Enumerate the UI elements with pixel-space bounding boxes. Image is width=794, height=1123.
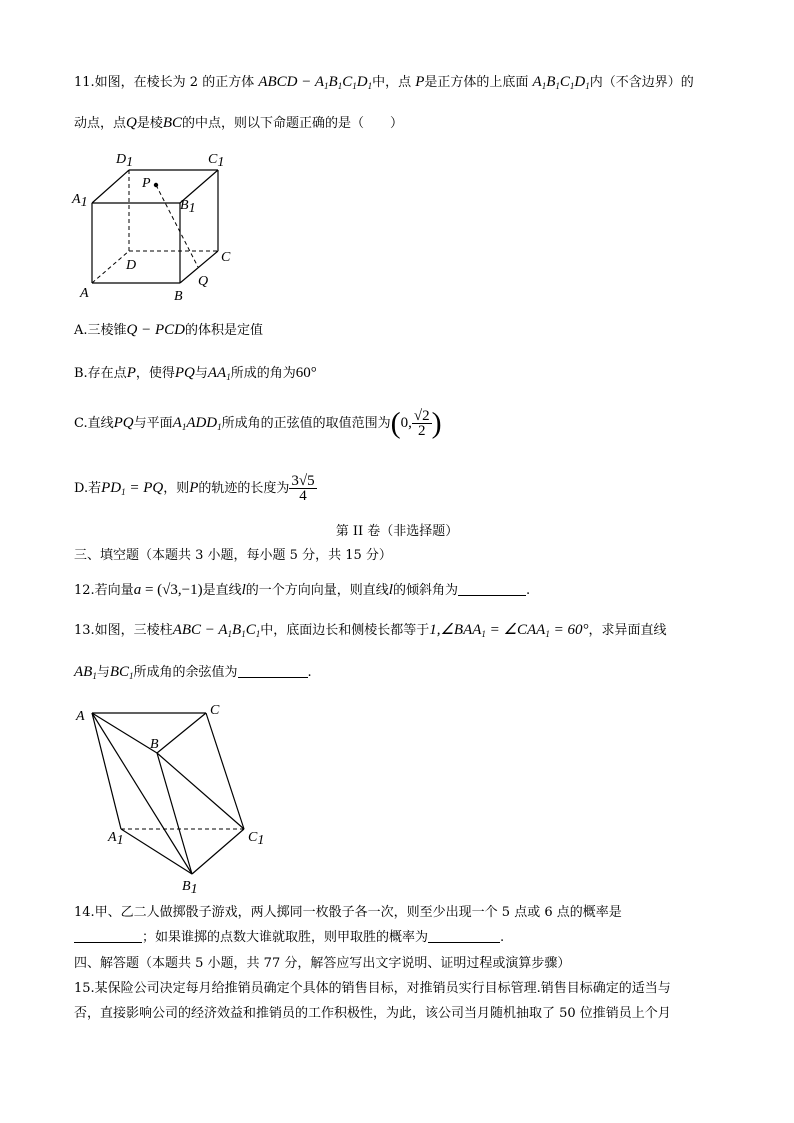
edge-bc [157, 713, 206, 753]
q11-option-d: D.若$PD_1$ = PQ，则P的轨迹的长度为 $\frac{3√5}{4}$ [74, 473, 315, 504]
q14-line1: 14.甲、乙二人做掷骰子游戏，两人掷同一枚骰子各一次，则至少出现一个 5 点或 6 点的概率是 [74, 905, 622, 920]
cube-name: ABCD [258, 74, 298, 90]
edge-a1d1 [92, 170, 129, 203]
edge-aa1 [92, 713, 121, 829]
q15-line1: 15.某保险公司决定每月给推销员确定个具体的销售目标，对推销员实行目标管理.销售目标确定的适当与 [74, 981, 671, 996]
label-p: P [142, 176, 151, 191]
edge-b1c1 [192, 829, 244, 874]
q13-line2: $AB_1$与$BC_1$所成角的余弦值为 . [74, 664, 312, 681]
label-a1: A1 [108, 830, 124, 848]
label-d: D [126, 258, 137, 273]
label-c1: C1 [248, 830, 265, 848]
label-b1: B1 [180, 198, 196, 216]
prism-figure [72, 698, 272, 898]
q11-option-b: B.存在点P，使得PQ与$AA_1$所成的角为60° [74, 365, 317, 382]
edge-cc1 [206, 713, 244, 829]
label-a1: A1 [72, 192, 88, 210]
q14-line2: ；如果谁掷的点数大谁就取胜，则甲取胜的概率为 . [74, 929, 504, 947]
edge-ab [92, 713, 157, 753]
label-a: A [76, 709, 85, 724]
q13-line1: 13.如图，三棱柱ABC − $A_1B_1C_1$中，底面边长和侧棱长都等于$1,\angle BAA_1$ = $\angle CAA_1 = 60^\circ$，求异面直线 [74, 622, 667, 639]
part2-title: 第 II 卷（非选择题） [335, 524, 459, 539]
q14-answer-blank-2[interactable] [428, 930, 500, 943]
q11-stem-line1: 11.如图，在棱长为 2 的正方体 ABCD − $A_1B_1C_1D_1$中，点 P是正方体的上底面 $A_1B_1C_1D_1$内（不含边界）的 [74, 74, 694, 91]
cube-figure [70, 145, 240, 305]
label-b: B [150, 737, 159, 752]
section4-heading: 四、解答题（本题共 5 小题，共 77 分，解答应写出文字说明、证明过程或演算步骤） [74, 956, 571, 971]
label-q: Q [198, 274, 209, 289]
point-p [154, 183, 158, 187]
hidden-edge-ad [92, 251, 129, 283]
label-c: C [210, 703, 220, 718]
section3-heading: 三、填空题（本题共 3 小题，每小题 5 分，共 15 分） [74, 548, 392, 563]
q11-option-a: A.三棱锥Q − PCD的体积是定值 [74, 322, 264, 338]
q12-line: 12.若向量a = (√3,−1)是直线l的一个方向向量，则直线l的倾斜角为 . [74, 582, 531, 598]
q15-line2: 否，直接影响公司的经济效益和推销员的工作积极性，为此，该公司当月随机抽取了 50 位推销员上个月 [74, 1006, 671, 1021]
segment-pq [156, 185, 198, 267]
q14-answer-blank-1[interactable] [74, 930, 142, 943]
q11-option-c: C.直线PQ与平面$A_1ADD_1$所成角的正弦值的取值范围为(0, $\frac{√2}{2}$ ) [74, 406, 442, 440]
label-a: A [80, 286, 89, 301]
label-c: C [221, 250, 231, 265]
label-d1: D1 [116, 152, 134, 170]
q13-answer-blank[interactable] [238, 665, 308, 678]
q11-stem-line2: 动点，点Q是棱BC的中点，则以下命题正确的是（ ） [74, 115, 404, 131]
label-b1: B1 [182, 879, 198, 897]
q12-answer-blank[interactable] [458, 583, 526, 596]
label-c1: C1 [208, 152, 225, 170]
label-b: B [174, 289, 183, 304]
